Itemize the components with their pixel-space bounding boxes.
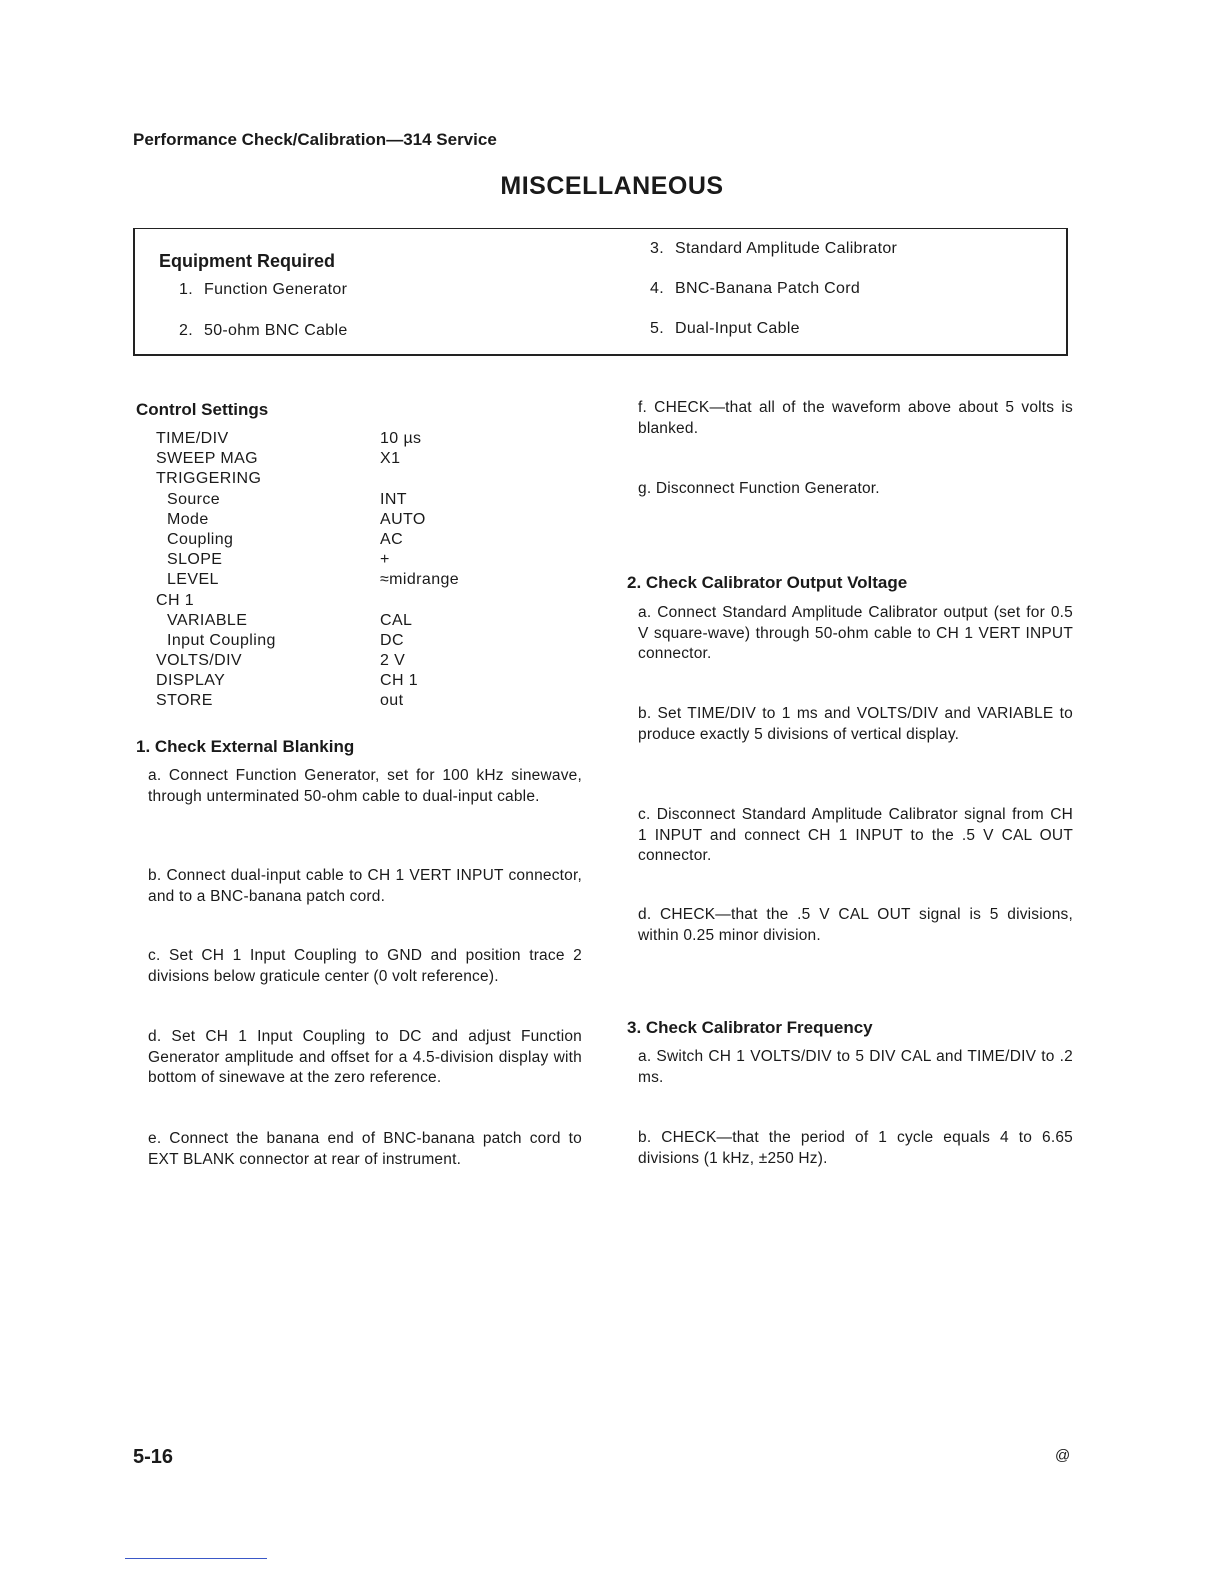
setting-label: TIME/DIV [156,430,229,447]
step-3a: a. Switch CH 1 VOLTS/DIV to 5 DIV CAL and TIME/DIV to .2 ms. [638,1048,1073,1086]
step-1g: g. Disconnect Function Generator. [638,480,880,497]
section-3-title: 3. Check Calibrator Frequency [627,1018,873,1037]
setting-value: DC [380,631,404,649]
setting-label: Coupling [167,530,234,548]
setting-label: CH 1 [156,591,195,609]
setting-label: Mode [167,510,209,528]
setting-label: DISPLAY [156,672,226,690]
section-2-title: 2. Check Calibrator Output Voltage [627,573,908,592]
setting-value: INT [380,490,407,508]
publisher-mark: @ [1055,1447,1071,1464]
setting-value: CH 1 [380,672,419,690]
setting-value: + [380,551,390,569]
section-1-title: 1. Check External Blanking [136,737,355,756]
setting-value [380,469,459,489]
setting-value: 2 V [380,652,406,670]
step-1b: b. Connect dual-input cable to CH 1 VERT INPUT connector, and to a BNC-banana patch cord. [148,867,582,905]
setting-label: STORE [156,692,213,710]
setting-label: VARIABLE [167,611,248,629]
setting-label: Input Coupling [167,631,276,649]
step-1a: a. Connect Function Generator, set for 100 kHz sinewave, through unterminated 50-ohm cable to dual-input cable. [148,767,582,805]
step-1e: e. Connect the banana end of BNC-banana patch cord to EXT BLANK connector at rear of instrument. [148,1130,582,1168]
setting-label: SLOPE [167,551,223,569]
setting-value: AC [380,530,404,548]
page-number: 5-16 [133,1446,174,1468]
setting-label: TRIGGERING [156,470,262,488]
step-3b: b. CHECK—that the period of 1 cycle equals 4 to 6.65 divisions (1 kHz, ±250 Hz). [638,1129,1073,1167]
step-1c: c. Set CH 1 Input Coupling to GND and position trace 2 divisions below graticule center (0 volt reference). [148,947,582,985]
equipment-item: 3. Standard Amplitude Calibrator [650,240,898,257]
setting-value: AUTO [380,510,426,528]
setting-label: VOLTS/DIV [156,652,242,670]
equipment-item: 4. BNC-Banana Patch Cord [650,280,861,297]
equipment-item: 2. 50-ohm BNC Cable [179,322,348,339]
footer-rule [125,1558,267,1559]
running-head: Performance Check/Calibration—314 Service [133,130,497,149]
setting-value: CAL [380,611,413,629]
step-1d: d. Set CH 1 Input Coupling to DC and adjust Function Generator amplitude and offset for a 4.5-division display with bottom of sinewave at the zero reference. [148,1028,582,1086]
setting-value: ≈midrange [380,571,460,589]
step-2c: c. Disconnect Standard Amplitude Calibrator signal from CH 1 INPUT and connect CH 1 INPUT to the .5 V CAL OUT connector. [638,806,1073,864]
setting-label: Source [167,490,221,508]
control-settings-values [380,429,459,712]
control-settings-title: Control Settings [136,400,269,419]
equipment-title: Equipment Required [159,251,336,271]
step-2b: b. Set TIME/DIV to 1 ms and VOLTS/DIV and VARIABLE to produce exactly 5 divisions of vertical display. [638,705,1073,743]
setting-value: 10 µs [380,430,422,447]
equipment-item: 5. Dual-Input Cable [650,320,800,337]
setting-value [380,591,459,611]
step-2d: d. CHECK—that the .5 V CAL OUT signal is 5 divisions, within 0.25 minor division. [638,906,1073,944]
step-1f: f. CHECK—that all of the waveform above about 5 volts is blanked. [638,399,1073,437]
step-2a: a. Connect Standard Amplitude Calibrator output (set for 0.5 V square-wave) through 50-ohm cable to CH 1 VERT INPUT connector. [638,604,1073,662]
equipment-item: 1. Function Generator [179,281,348,298]
setting-label: SWEEP MAG [156,450,258,468]
control-settings-labels [156,429,276,712]
setting-value: X1 [380,450,401,468]
setting-label: LEVEL [167,571,219,589]
setting-value: out [380,692,404,710]
page-title: MISCELLANEOUS [500,172,724,200]
